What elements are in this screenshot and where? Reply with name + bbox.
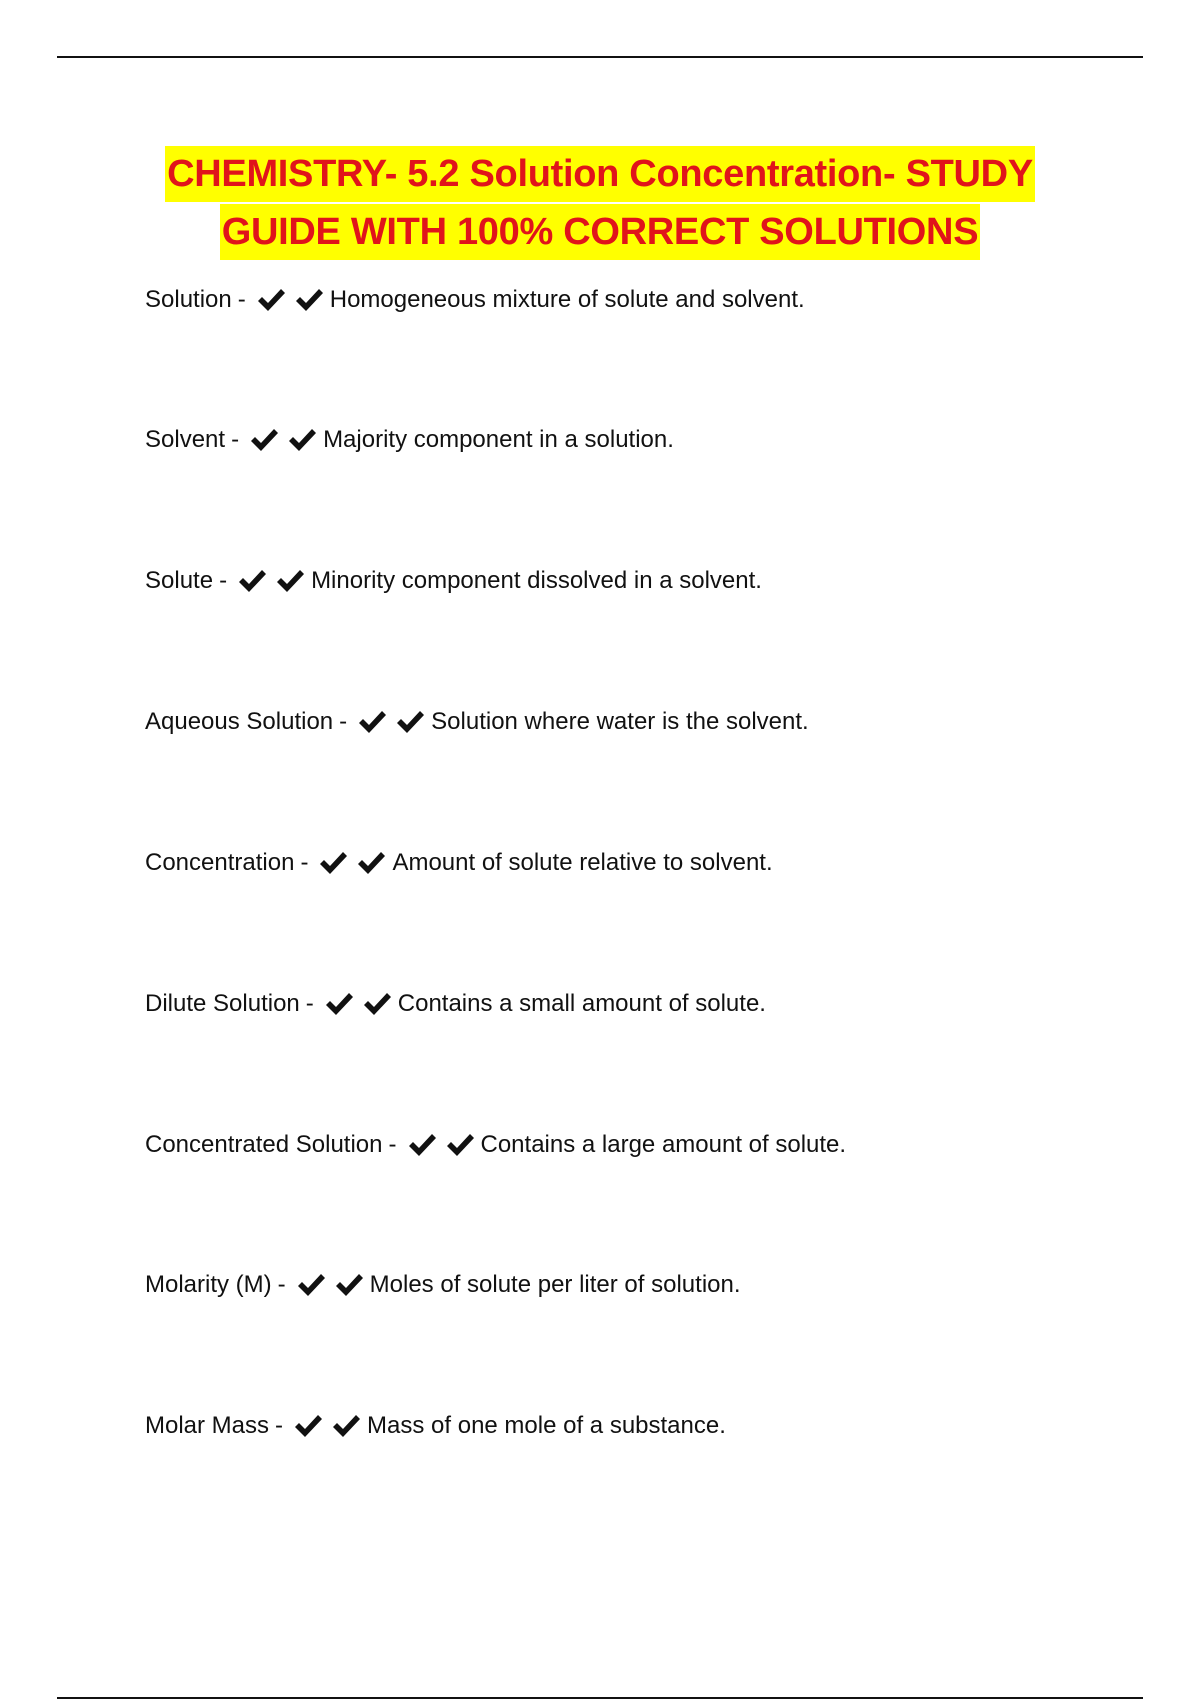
glossary-entry (145, 284, 805, 316)
checkmark-icon (256, 287, 286, 313)
entry-term: Solvent (145, 426, 226, 453)
checkmark-icon (407, 1132, 437, 1158)
checkmark-icon (318, 850, 348, 876)
entry-definition: Contains a large amount of solute. (480, 1131, 847, 1158)
entry-separator: - (339, 708, 348, 735)
checkmark-icon (275, 568, 305, 594)
check-marks (249, 427, 319, 453)
entry-term: Aqueous Solution (145, 708, 334, 735)
checkmark-icon (293, 1413, 323, 1439)
entry-separator: - (277, 1271, 286, 1298)
check-marks (296, 1272, 366, 1298)
glossary-entry (145, 1410, 726, 1442)
entry-term: Concentration (145, 849, 295, 876)
entry-term: Concentrated Solution (145, 1131, 383, 1158)
checkmark-icon (362, 991, 392, 1017)
checkmark-icon (324, 991, 354, 1017)
entry-separator: - (275, 1412, 284, 1439)
entry-definition: Minority component dissolved in a solvent. (311, 567, 762, 594)
glossary-entry (145, 706, 809, 738)
entry-separator: - (237, 286, 246, 313)
checkmark-icon (357, 709, 387, 735)
checkmark-icon (334, 1272, 364, 1298)
check-marks (237, 568, 307, 594)
entry-definition: Contains a small amount of solute. (397, 990, 766, 1017)
entry-definition: Homogeneous mixture of solute and solvent. (329, 286, 805, 313)
title-line-2: GUIDE WITH 100% CORRECT SOLUTIONS (220, 204, 981, 260)
glossary-entry (145, 1269, 741, 1301)
checkmark-icon (237, 568, 267, 594)
top-rule (57, 56, 1143, 58)
entry-definition: Majority component in a solution. (323, 426, 674, 453)
glossary-entry (145, 988, 766, 1020)
document-title (0, 146, 1200, 260)
check-marks (293, 1413, 363, 1439)
check-marks (407, 1132, 477, 1158)
glossary-entry (145, 424, 674, 456)
entry-separator: - (305, 990, 314, 1017)
checkmark-icon (287, 427, 317, 453)
check-marks (324, 991, 394, 1017)
entry-definition: Mass of one mole of a substance. (367, 1412, 726, 1439)
entry-separator: - (388, 1131, 397, 1158)
entry-term: Solute (145, 567, 214, 594)
bottom-rule (57, 1697, 1143, 1699)
entry-separator: - (219, 567, 228, 594)
check-marks (357, 709, 427, 735)
glossary-entry (145, 1129, 846, 1161)
entry-separator: - (231, 426, 240, 453)
entry-definition: Moles of solute per liter of solution. (369, 1271, 741, 1298)
entry-definition: Amount of solute relative to solvent. (392, 849, 773, 876)
entry-term: Solution (145, 286, 232, 313)
checkmark-icon (395, 709, 425, 735)
entry-separator: - (300, 849, 309, 876)
entry-definition: Solution where water is the solvent. (431, 708, 809, 735)
check-marks (256, 287, 326, 313)
checkmark-icon (445, 1132, 475, 1158)
entry-term: Dilute Solution (145, 990, 300, 1017)
entry-term: Molar Mass (145, 1412, 270, 1439)
title-line-1: CHEMISTRY- 5.2 Solution Concentration- STUDY (165, 146, 1035, 202)
checkmark-icon (356, 850, 386, 876)
glossary-entry (145, 847, 773, 879)
checkmark-icon (294, 287, 324, 313)
check-marks (318, 850, 388, 876)
entry-term: Molarity (M) (145, 1271, 272, 1298)
glossary-entry (145, 565, 762, 597)
checkmark-icon (331, 1413, 361, 1439)
checkmark-icon (249, 427, 279, 453)
checkmark-icon (296, 1272, 326, 1298)
